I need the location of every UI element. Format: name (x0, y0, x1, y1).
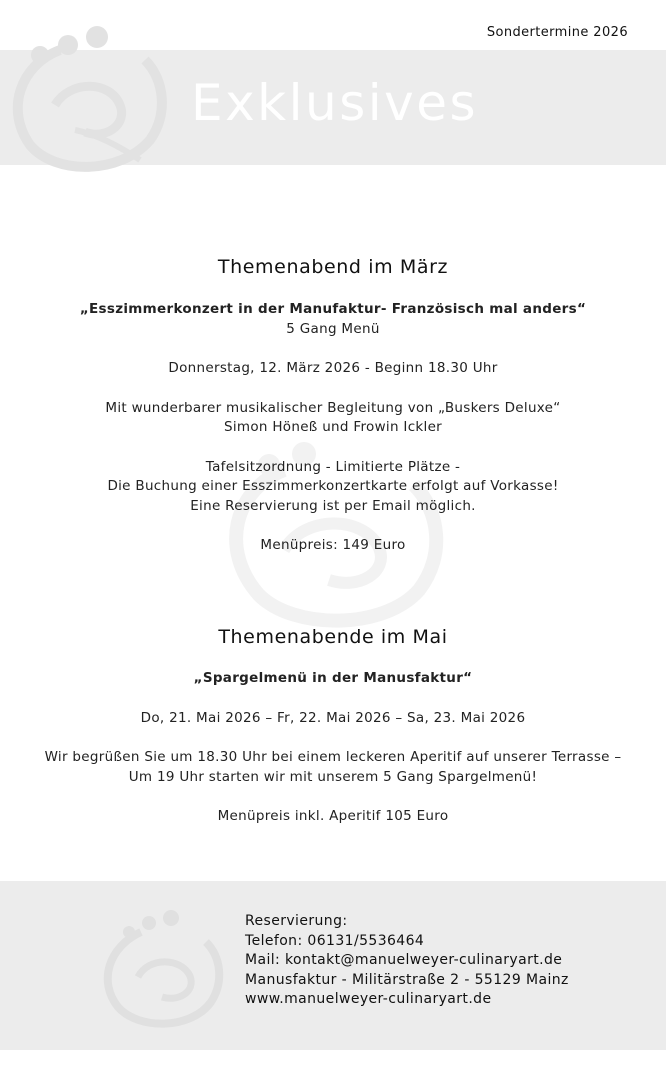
march-title: Themenabend im März (217, 256, 449, 278)
may-welcome-line1: Wir begrüßen Sie um 18.30 Uhr bei einem leckeren Aperitif auf unserer Terrasse – (44, 749, 622, 765)
march-info-line3: Eine Reservierung ist per Email möglich. (190, 497, 476, 514)
may-welcome-line2: Um 19 Uhr starten wir mit unserem 5 Gang Spargelmenü! (128, 768, 538, 785)
page-title: Exklusives (191, 74, 479, 132)
march-subtitle: „Esszimmerkonzert in der Manufaktur- Französisch mal anders“ (79, 301, 587, 317)
address-text: Manusfaktur - Militärstraße 2 - 55129 Mainz (245, 971, 569, 988)
march-date: Donnerstag, 12. März 2026 - Beginn 18.30 Uhr (168, 360, 498, 376)
march-music-line2: Simon Höneß und Frowin Ickler (223, 419, 443, 435)
march-section (0, 256, 666, 556)
may-title: Themenabende im Mai (218, 626, 448, 648)
may-dates: Do, 21. Mai 2026 – Fr, 22. Mai 2026 – Sa, 23. Mai 2026 (140, 709, 526, 726)
logo-icon (0, 10, 168, 178)
top-label: Sondertermine 2026 (486, 25, 628, 40)
march-menu: 5 Gang Menü (286, 320, 380, 337)
mail-text: Mail: kontakt@manuelweyer-culinaryart.de (245, 952, 563, 968)
march-info-line2: Die Buchung einer Esszimmerkonzertkarte erfolgt auf Vorkasse! (107, 478, 559, 494)
footer-logo-icon (96, 902, 226, 1032)
march-music-line1: Mit wunderbarer musikalischer Begleitung von „Buskers Deluxe“ (105, 399, 561, 416)
reservation-label: Reservierung: (245, 913, 348, 929)
contact-block (245, 912, 569, 1010)
march-info-line1: Tafelsitzordnung - Limitierte Plätze - (205, 458, 461, 475)
march-price: Menüpreis: 149 Euro (260, 537, 406, 553)
may-price: Menüpreis inkl. Aperitif 105 Euro (217, 808, 449, 824)
may-section (0, 626, 666, 827)
may-subtitle: „Spargelmenü in der Manusfaktur“ (193, 670, 473, 686)
website-link[interactable]: www.manuelweyer-culinaryart.de (245, 991, 492, 1007)
phone-text: Telefon: 06131/5536464 (245, 932, 425, 949)
